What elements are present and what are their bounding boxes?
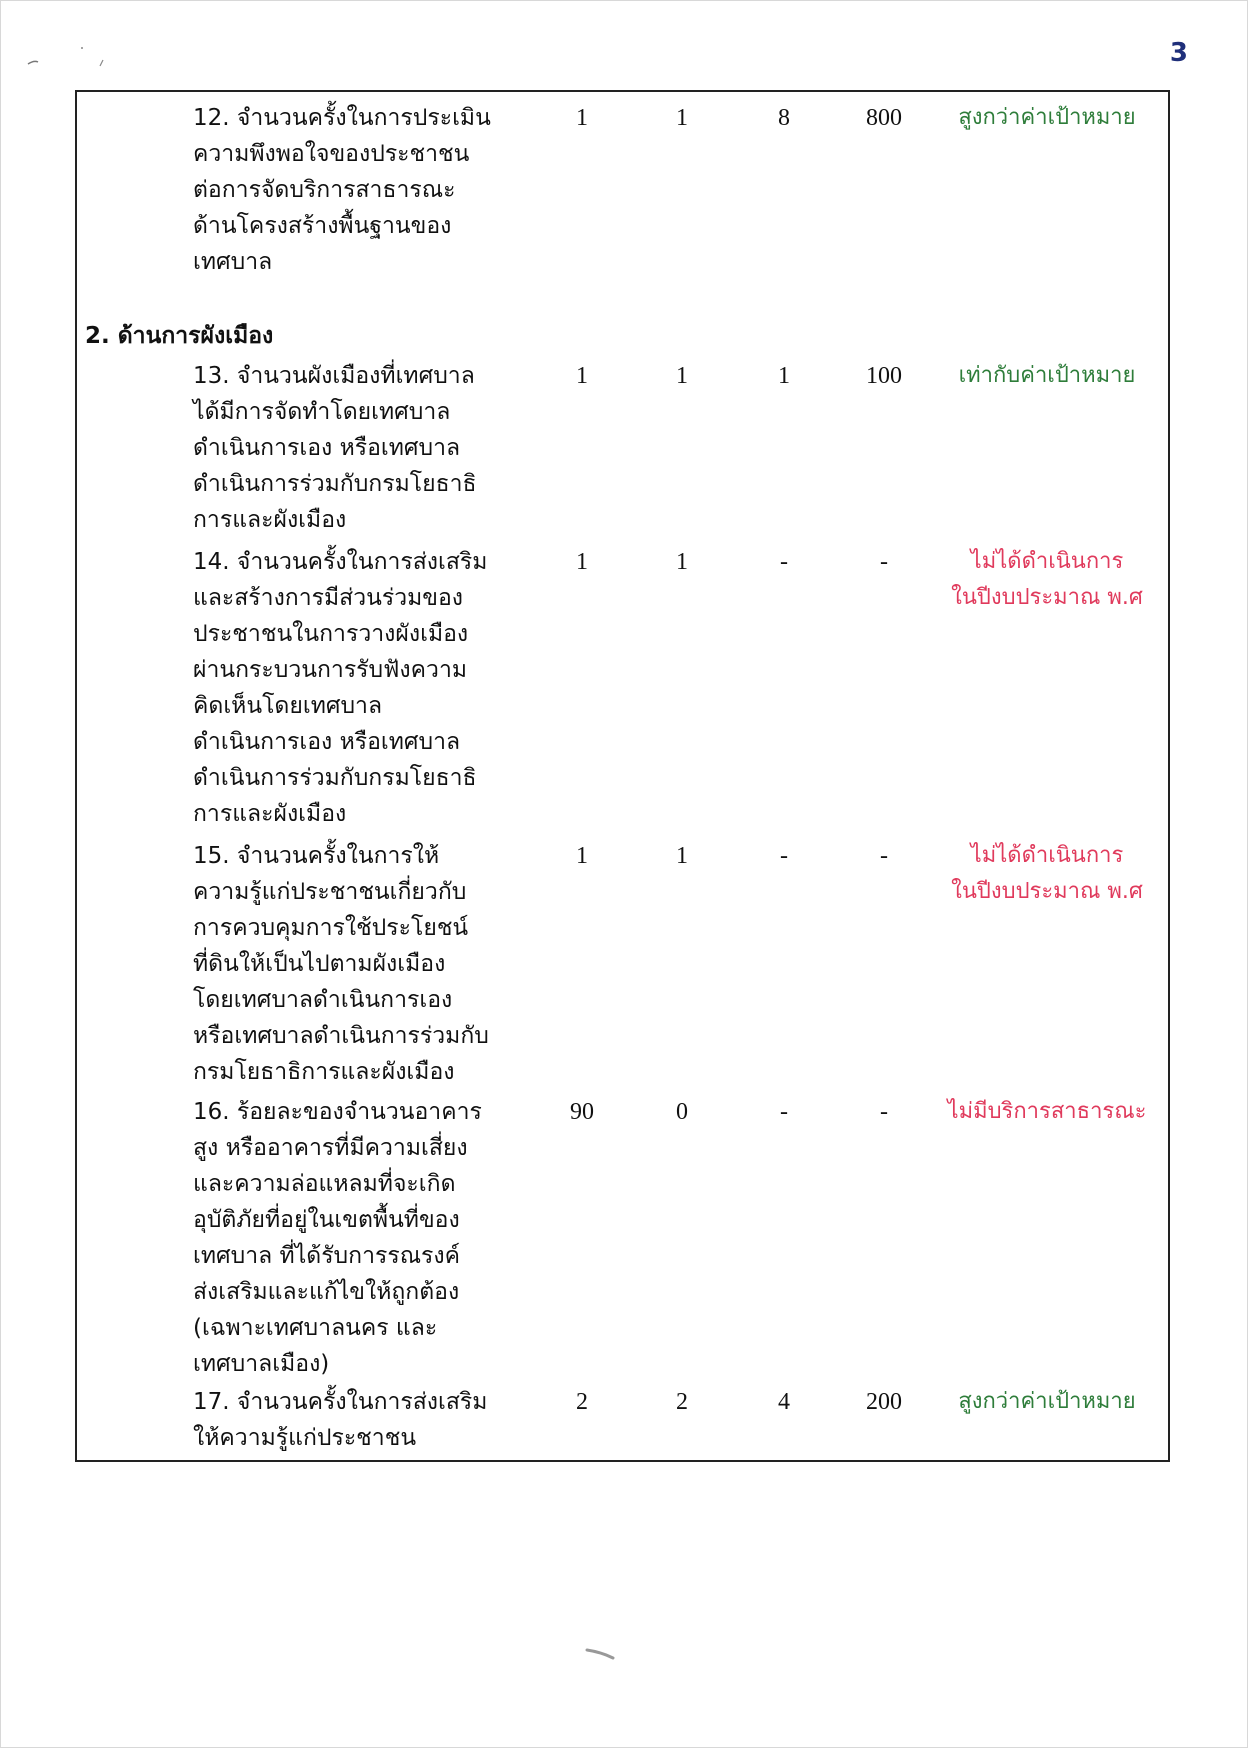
result-status: ไม่ได้ดำเนินการ ในปีงบประมาณ พ.ศ (951, 549, 1143, 610)
results-table (75, 90, 1170, 1462)
indicator-description: 15. จำนวนครั้งในการให้ ความรู้แก่ประชาชนเกี่ยวกับ การควบคุมการใช้ประโยชน์ ที่ดินให้เป็นไปตามผังเมือง โดยเทศบาลดำเนินการเอง หรือเทศบาลดำเนินการร่วมกับ กรมโยธาธิการและผังเมือง (193, 843, 489, 1085)
value-cell: 1 (576, 105, 588, 131)
value-cell: - (780, 1099, 788, 1125)
value-cell: - (880, 843, 888, 869)
section-heading: 2. ด้านการผังเมือง (85, 323, 274, 349)
result-status: สูงกว่าค่าเป้าหมาย (958, 105, 1136, 130)
result-status: ไม่มีบริการสาธารณะ (947, 1099, 1147, 1124)
scan-smudge (585, 1646, 617, 1660)
value-cell: 1 (576, 363, 588, 389)
indicator-description: 16. ร้อยละของจำนวนอาคาร สูง หรืออาคารที่มีความเสี่ยง และความล่อแหลมที่จะเกิด อุบัติภัยที่อยู่ในเขตพื้นที่ของ เทศบาล ที่ได้รับการรณรงค์ ส่งเสริมและแก้ไขให้ถูกต้อง (เฉพาะเทศบาลนคร และ เทศบาลเมือง) (193, 1099, 482, 1377)
value-cell: 1 (778, 363, 790, 389)
value-cell: 100 (866, 363, 902, 389)
value-cell: 2 (676, 1389, 688, 1415)
value-cell: 1 (576, 549, 588, 575)
result-status: สูงกว่าค่าเป้าหมาย (958, 1389, 1136, 1414)
value-cell: 200 (866, 1389, 902, 1415)
value-cell: - (880, 1099, 888, 1125)
indicator-description: 17. จำนวนครั้งในการส่งเสริม ให้ความรู้แก่ประชาชน (193, 1389, 488, 1451)
result-status: ไม่ได้ดำเนินการ ในปีงบประมาณ พ.ศ (951, 843, 1143, 904)
value-cell: 90 (570, 1099, 594, 1125)
value-cell: 1 (676, 105, 688, 131)
page-number: 3 (1169, 38, 1188, 68)
value-cell: 1 (576, 843, 588, 869)
value-cell: 1 (676, 843, 688, 869)
value-cell: 1 (676, 549, 688, 575)
value-cell: 0 (676, 1099, 688, 1125)
value-cell: - (880, 549, 888, 575)
value-cell: 1 (676, 363, 688, 389)
value-cell: 8 (778, 105, 790, 131)
value-cell: - (780, 843, 788, 869)
indicator-description: 13. จำนวนผังเมืองที่เทศบาล ได้มีการจัดทำโดยเทศบาล ดำเนินการเอง หรือเทศบาล ดำเนินการร่วมกับกรมโยธาธิ การและผังเมือง (193, 363, 477, 533)
result-status: เท่ากับค่าเป้าหมาย (958, 363, 1136, 388)
value-cell: 800 (866, 105, 902, 131)
value-cell: 2 (576, 1389, 588, 1415)
indicator-description: 14. จำนวนครั้งในการส่งเสริม และสร้างการมีส่วนร่วมของ ประชาชนในการวางผังเมือง ผ่านกระบวนการรับฟังความ คิดเห็นโดยเทศบาล ดำเนินการเอง หรือเทศบาล ดำเนินการร่วมกับกรมโยธาธิ การและผังเมือง (193, 549, 488, 827)
value-cell: - (780, 549, 788, 575)
value-cell: 4 (778, 1389, 790, 1415)
indicator-description: 12. จำนวนครั้งในการประเมิน ความพึงพอใจของประชาชน ต่อการจัดบริการสาธารณะ ด้านโครงสร้างพื้นฐานของ เทศบาล (193, 105, 491, 275)
scan-specks (22, 44, 122, 74)
